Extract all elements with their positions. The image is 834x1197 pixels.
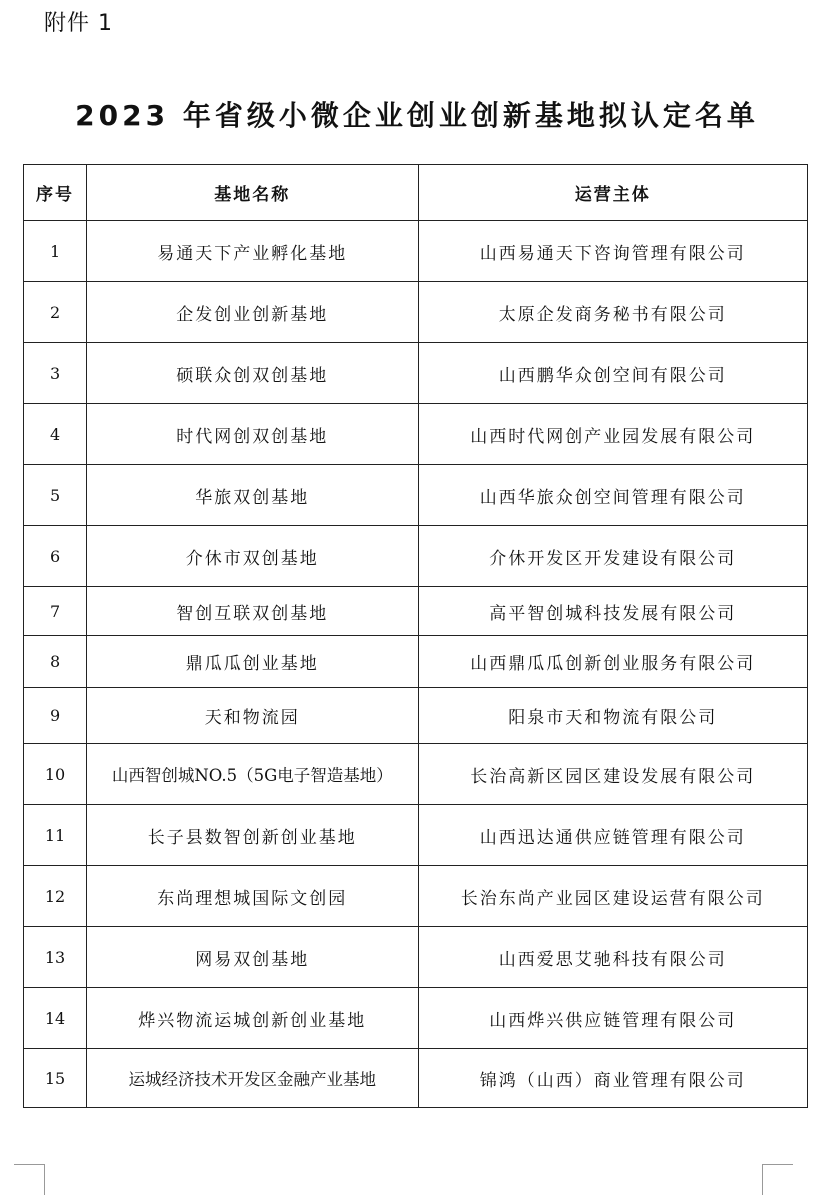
cell-serial-number: 3 [24, 343, 87, 404]
table-row [24, 636, 808, 688]
cell-serial-number: 12 [24, 866, 87, 927]
cell-operator: 山西爱思艾驰科技有限公司 [418, 927, 808, 988]
cell-base-name: 天和物流园 [87, 688, 418, 744]
table-row [24, 688, 808, 744]
cell-operator: 阳泉市天和物流有限公司 [418, 688, 808, 744]
cell-operator: 长治东尚产业园区建设运营有限公司 [418, 866, 808, 927]
cell-serial-number: 7 [24, 587, 87, 636]
document-title: 2023 年省级小微企业创业创新基地拟认定名单 [75, 99, 759, 132]
cell-base-name: 介休市双创基地 [87, 526, 418, 587]
cell-base-name: 智创互联双创基地 [87, 587, 418, 636]
base-list-table [23, 164, 808, 1108]
cell-serial-number: 6 [24, 526, 87, 587]
table-row [24, 526, 808, 587]
table-row [24, 221, 808, 282]
cell-base-name: 山西智创城NO.5（5G电子智造基地） [87, 744, 418, 805]
table-row [24, 866, 808, 927]
table-row [24, 805, 808, 866]
cell-serial-number: 10 [24, 744, 87, 805]
header-base-name: 基地名称 [87, 165, 418, 221]
table-row [24, 988, 808, 1049]
cell-base-name: 企发创业创新基地 [87, 282, 418, 343]
cell-operator: 山西迅达通供应链管理有限公司 [418, 805, 808, 866]
cell-operator: 太原企发商务秘书有限公司 [418, 282, 808, 343]
cell-base-name: 华旅双创基地 [87, 465, 418, 526]
cell-operator: 山西烨兴供应链管理有限公司 [418, 988, 808, 1049]
table-row [24, 1049, 808, 1108]
cell-serial-number: 14 [24, 988, 87, 1049]
cell-operator: 山西易通天下咨询管理有限公司 [418, 221, 808, 282]
cell-serial-number: 9 [24, 688, 87, 744]
cell-serial-number: 2 [24, 282, 87, 343]
table-row [24, 744, 808, 805]
cell-serial-number: 13 [24, 927, 87, 988]
cell-serial-number: 1 [24, 221, 87, 282]
header-serial-number: 序号 [24, 165, 87, 221]
cell-operator: 山西时代网创产业园发展有限公司 [418, 404, 808, 465]
cell-serial-number: 4 [24, 404, 87, 465]
cell-base-name: 长子县数智创新创业基地 [87, 805, 418, 866]
cell-operator: 山西鼎瓜瓜创新创业服务有限公司 [418, 636, 808, 688]
cell-serial-number: 11 [24, 805, 87, 866]
cell-operator: 介休开发区开发建设有限公司 [418, 526, 808, 587]
table-header-row [24, 165, 808, 221]
cell-base-name: 硕联众创双创基地 [87, 343, 418, 404]
cell-operator: 山西鹏华众创空间有限公司 [418, 343, 808, 404]
cell-serial-number: 15 [24, 1049, 87, 1108]
cell-operator: 山西华旅众创空间管理有限公司 [418, 465, 808, 526]
cell-base-name: 运城经济技术开发区金融产业基地 [87, 1049, 418, 1108]
page-corner-mark-left [14, 1164, 45, 1195]
page-corner-mark-right [762, 1164, 793, 1195]
cell-base-name: 网易双创基地 [87, 927, 418, 988]
cell-base-name: 鼎瓜瓜创业基地 [87, 636, 418, 688]
cell-base-name: 烨兴物流运城创新创业基地 [87, 988, 418, 1049]
cell-serial-number: 5 [24, 465, 87, 526]
cell-base-name: 东尚理想城国际文创园 [87, 866, 418, 927]
cell-serial-number: 8 [24, 636, 87, 688]
table-row [24, 927, 808, 988]
attachment-label: 附件 1 [44, 11, 113, 36]
cell-operator: 长治高新区园区建设发展有限公司 [418, 744, 808, 805]
table-row [24, 282, 808, 343]
header-operator: 运营主体 [418, 165, 808, 221]
cell-base-name: 易通天下产业孵化基地 [87, 221, 418, 282]
table-row [24, 404, 808, 465]
cell-operator: 高平智创城科技发展有限公司 [418, 587, 808, 636]
table-row [24, 343, 808, 404]
cell-operator: 锦鸿（山西）商业管理有限公司 [418, 1049, 808, 1108]
table-row [24, 465, 808, 526]
cell-base-name: 时代网创双创基地 [87, 404, 418, 465]
table-row [24, 587, 808, 636]
